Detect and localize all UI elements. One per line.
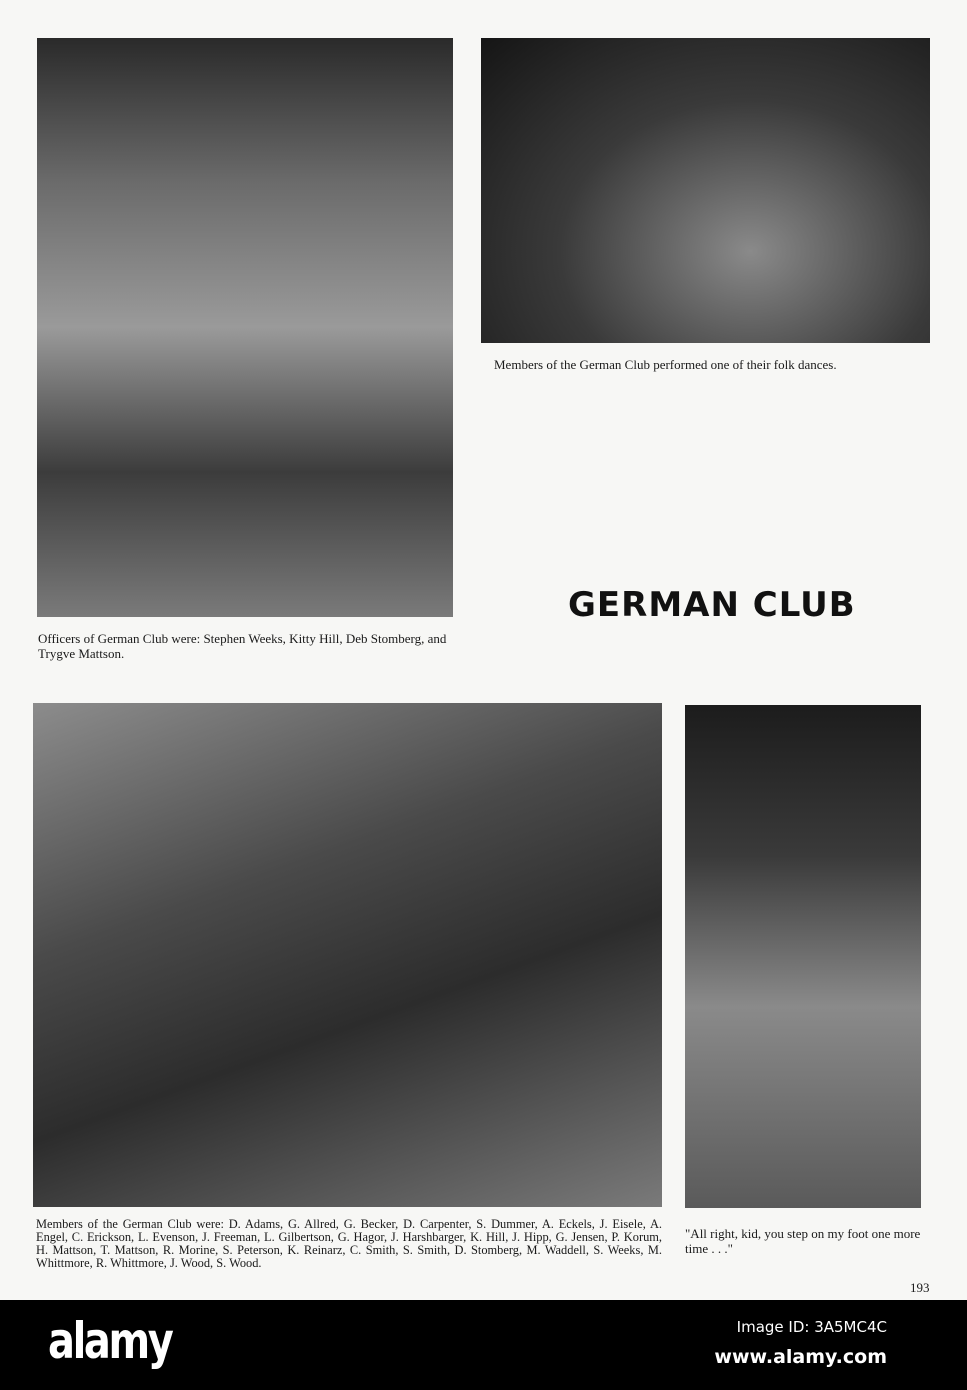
page-title: GERMAN CLUB — [568, 585, 856, 625]
officers-photo — [37, 38, 453, 617]
dancing-couple-photo — [685, 705, 921, 1208]
members-caption: Members of the German Club were: D. Adams, G. Allred, G. Becker, D. Carpenter, S. Dummer, A. Eckels, J. Eisele, A. Engel, C. Erickson, L. Evenson, J. Freeman, L. Gilbertson, G. Hagor, J. Harshbarger, K. Hill, J. Hipp, G. Jensen, P. Korum, H. Mattson, T. Mattson, R. Morine, S. Peterson, K. Reinarz, C. Smith, S. Smith, D. Stomberg, M. Waddell, S. Weeks, M. Whittmore, R. Whittmore, J. Wood, S. Wood. — [36, 1217, 662, 1270]
page-number: 193 — [910, 1280, 930, 1295]
folk-dance-photo — [481, 38, 930, 343]
site-link[interactable]: www.alamy.com — [714, 1346, 887, 1368]
watermark-footer — [0, 1300, 967, 1390]
group-members-photo — [33, 703, 662, 1207]
alamy-logo: alamy — [48, 1312, 172, 1370]
dance-quote-caption: "All right, kid, you step on my foot one more time . . ." — [685, 1226, 921, 1256]
folk-dance-caption: Members of the German Club performed one of their folk dances. — [494, 357, 837, 372]
officers-caption: Officers of German Club were: Stephen Weeks, Kitty Hill, Deb Stomberg, and Trygve Mattson. — [38, 631, 447, 661]
image-id: Image ID: 3A5MC4C — [736, 1318, 887, 1336]
